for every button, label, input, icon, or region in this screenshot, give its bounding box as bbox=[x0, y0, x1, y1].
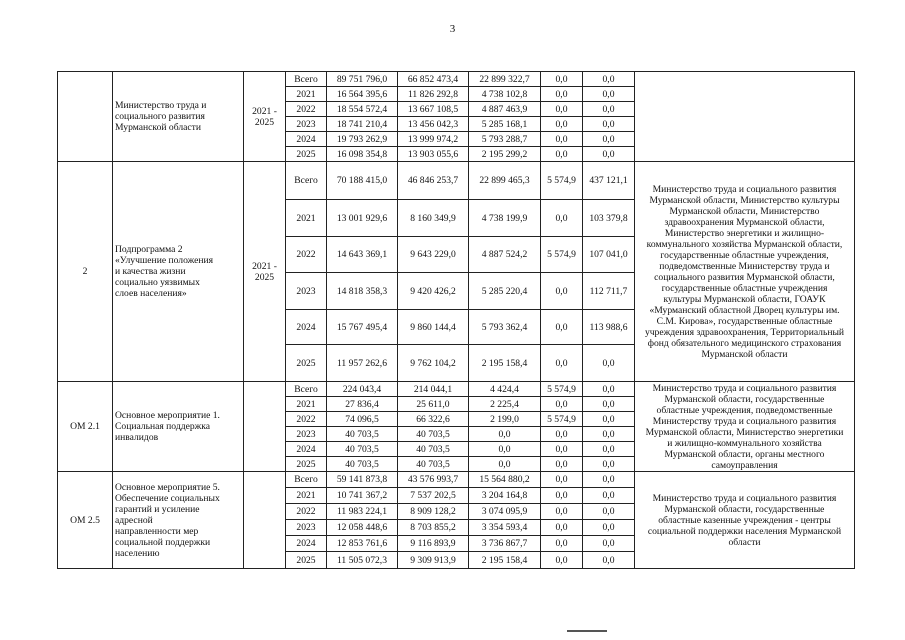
year-cell: 2022 bbox=[286, 504, 327, 520]
executor-line: самоуправления bbox=[711, 459, 778, 471]
row-name-line: инвалидов bbox=[115, 432, 159, 443]
other-sources-cell: 0,0 bbox=[583, 488, 635, 504]
federal-budget-cell: 5 793 288,7 bbox=[469, 132, 541, 147]
local-budget-cell: 0,0 bbox=[541, 552, 583, 569]
executor-line: Мурманской области, органы местного bbox=[664, 448, 825, 460]
federal-budget-cell: 0,0 bbox=[469, 427, 541, 442]
row-period-line: 2021 - bbox=[252, 260, 277, 272]
year-cell: 2023 bbox=[286, 520, 327, 536]
row-period bbox=[244, 162, 286, 382]
federal-budget-cell: 5 793 362,4 bbox=[469, 310, 541, 345]
regional-budget-cell: 40 703,5 bbox=[398, 442, 469, 457]
row-number: ОМ 2.5 bbox=[58, 472, 113, 569]
total-cell: 74 096,5 bbox=[327, 412, 398, 427]
year-cell: 2021 bbox=[286, 488, 327, 504]
local-budget-cell: 0,0 bbox=[541, 520, 583, 536]
total-cell: 14 818 358,3 bbox=[327, 273, 398, 310]
row-period-line: 2025 bbox=[254, 116, 275, 128]
total-cell: 15 767 495,4 bbox=[327, 310, 398, 345]
other-sources-cell: 0,0 bbox=[583, 72, 635, 87]
table-row bbox=[58, 472, 855, 488]
row-name-line: направленности мер bbox=[115, 525, 199, 537]
regional-budget-cell: 7 537 202,5 bbox=[398, 488, 469, 504]
other-sources-cell: 0,0 bbox=[583, 397, 635, 412]
other-sources-cell: 113 988,6 bbox=[583, 310, 635, 345]
row-name-line: социального развития bbox=[115, 111, 205, 122]
row-name-line: Социальная поддержка bbox=[115, 421, 211, 432]
executor-line: подведомственные Министерству труда и bbox=[659, 260, 830, 272]
total-cell: 10 741 367,2 bbox=[327, 488, 398, 504]
total-cell: 18 554 572,4 bbox=[327, 102, 398, 117]
local-budget-cell: 0,0 bbox=[541, 72, 583, 87]
local-budget-cell: 5 574,9 bbox=[541, 412, 583, 427]
year-cell: 2021 bbox=[286, 87, 327, 102]
year-cell: 2021 bbox=[286, 397, 327, 412]
year-cell: Всего bbox=[286, 72, 327, 87]
regional-budget-cell: 8 909 128,2 bbox=[398, 504, 469, 520]
year-cell: Всего bbox=[286, 472, 327, 488]
executor-cell bbox=[635, 72, 855, 162]
other-sources-cell: 0,0 bbox=[583, 442, 635, 457]
executor-line: области bbox=[728, 536, 761, 548]
total-cell: 12 058 448,6 bbox=[327, 520, 398, 536]
total-cell: 19 793 262,9 bbox=[327, 132, 398, 147]
year-cell: 2024 bbox=[286, 310, 327, 345]
executor-line: учреждения здравоохранения, Территориальный bbox=[644, 326, 845, 338]
other-sources-cell: 0,0 bbox=[583, 536, 635, 552]
other-sources-cell: 0,0 bbox=[583, 147, 635, 162]
executor-line: «Мурманский областной Дворец культуры им. bbox=[649, 304, 840, 316]
executor-cell bbox=[635, 472, 855, 569]
total-cell: 11 957 262,6 bbox=[327, 345, 398, 382]
federal-budget-cell: 2 195 299,2 bbox=[469, 147, 541, 162]
local-budget-cell: 0,0 bbox=[541, 504, 583, 520]
year-cell: 2024 bbox=[286, 536, 327, 552]
federal-budget-cell: 4 738 102,8 bbox=[469, 87, 541, 102]
local-budget-cell: 0,0 bbox=[541, 427, 583, 442]
other-sources-cell: 107 041,0 bbox=[583, 237, 635, 273]
local-budget-cell: 0,0 bbox=[541, 442, 583, 457]
row-name bbox=[113, 472, 244, 569]
other-sources-cell: 0,0 bbox=[583, 345, 635, 382]
total-cell: 224 043,4 bbox=[327, 382, 398, 397]
row-name-line: Подпрограмма 2 bbox=[115, 244, 183, 255]
local-budget-cell: 5 574,9 bbox=[541, 237, 583, 273]
total-cell: 12 853 761,6 bbox=[327, 536, 398, 552]
local-budget-cell: 0,0 bbox=[541, 488, 583, 504]
executor-line: Мурманской области, государственные bbox=[664, 393, 825, 405]
row-name-line: социальной поддержки bbox=[115, 536, 211, 548]
federal-budget-cell: 4 424,4 bbox=[469, 382, 541, 397]
federal-budget-cell: 2 225,4 bbox=[469, 397, 541, 412]
row-number: ОМ 2.1 bbox=[58, 382, 113, 472]
row-name-line: Обеспечение социальных bbox=[115, 492, 220, 504]
total-cell: 27 836,4 bbox=[327, 397, 398, 412]
row-name bbox=[113, 382, 244, 472]
row-name-line: и качества жизни bbox=[115, 266, 186, 277]
regional-budget-cell: 46 846 253,7 bbox=[398, 162, 469, 200]
total-cell: 40 703,5 bbox=[327, 427, 398, 442]
federal-budget-cell: 2 195 158,4 bbox=[469, 345, 541, 382]
regional-budget-cell: 40 703,5 bbox=[398, 427, 469, 442]
total-cell: 89 751 796,0 bbox=[327, 72, 398, 87]
year-cell: 2023 bbox=[286, 427, 327, 442]
year-cell: 2022 bbox=[286, 102, 327, 117]
executor-line: коммунального хозяйства Мурманской области, bbox=[646, 238, 843, 250]
row-name-line: Министерство труда и bbox=[115, 100, 207, 111]
regional-budget-cell: 9 420 426,2 bbox=[398, 273, 469, 310]
total-cell: 70 188 415,0 bbox=[327, 162, 398, 200]
federal-budget-cell: 2 199,0 bbox=[469, 412, 541, 427]
row-name-line: «Улучшение положения bbox=[115, 255, 214, 266]
other-sources-cell: 0,0 bbox=[583, 117, 635, 132]
row-number: 2 bbox=[58, 162, 113, 382]
regional-budget-cell: 40 703,5 bbox=[398, 457, 469, 472]
federal-budget-cell: 0,0 bbox=[469, 442, 541, 457]
regional-budget-cell: 66 322,6 bbox=[398, 412, 469, 427]
executor-cell bbox=[635, 162, 855, 382]
local-budget-cell: 0,0 bbox=[541, 457, 583, 472]
row-name-line: социально уязвимых bbox=[115, 277, 200, 288]
regional-budget-cell: 66 852 473,4 bbox=[398, 72, 469, 87]
local-budget-cell: 0,0 bbox=[541, 200, 583, 237]
federal-budget-cell: 5 285 168,1 bbox=[469, 117, 541, 132]
executor-line: областные казенные учреждения - центры bbox=[658, 514, 831, 526]
row-period bbox=[244, 472, 286, 569]
other-sources-cell: 0,0 bbox=[583, 457, 635, 472]
total-cell: 16 564 395,6 bbox=[327, 87, 398, 102]
year-cell: 2025 bbox=[286, 457, 327, 472]
other-sources-cell: 0,0 bbox=[583, 87, 635, 102]
row-period-line: 2021 - bbox=[252, 105, 277, 117]
local-budget-cell: 0,0 bbox=[541, 117, 583, 132]
regional-budget-cell: 8 160 349,9 bbox=[398, 200, 469, 237]
regional-budget-cell: 9 116 893,9 bbox=[398, 536, 469, 552]
local-budget-cell: 5 574,9 bbox=[541, 162, 583, 200]
row-name-line: Мурманской области bbox=[115, 122, 201, 133]
regional-budget-cell: 13 667 108,5 bbox=[398, 102, 469, 117]
year-cell: 2024 bbox=[286, 442, 327, 457]
row-name-line: гарантий и усиление bbox=[115, 503, 200, 515]
table-row bbox=[58, 162, 855, 200]
other-sources-cell: 0,0 bbox=[583, 520, 635, 536]
federal-budget-cell: 2 195 158,4 bbox=[469, 552, 541, 569]
page-number: 3 bbox=[449, 23, 456, 35]
row-name-line: населению bbox=[115, 547, 160, 559]
federal-budget-cell: 3 736 867,7 bbox=[469, 536, 541, 552]
local-budget-cell: 0,0 bbox=[541, 397, 583, 412]
regional-budget-cell: 9 860 144,4 bbox=[398, 310, 469, 345]
other-sources-cell: 103 379,8 bbox=[583, 200, 635, 237]
year-cell: 2022 bbox=[286, 412, 327, 427]
row-name-line: слоев населения» bbox=[115, 288, 187, 299]
regional-budget-cell: 25 611,0 bbox=[398, 397, 469, 412]
local-budget-cell: 0,0 bbox=[541, 102, 583, 117]
federal-budget-cell: 22 899 322,7 bbox=[469, 72, 541, 87]
regional-budget-cell: 8 703 855,2 bbox=[398, 520, 469, 536]
executor-line: областные учреждения, подведомственные bbox=[656, 404, 833, 416]
executor-line: социальной поддержки населения Мурманской bbox=[647, 525, 842, 537]
federal-budget-cell: 4 887 463,9 bbox=[469, 102, 541, 117]
year-cell: Всего bbox=[286, 162, 327, 200]
executor-line: Мурманской области, Министерство культуры bbox=[649, 194, 840, 206]
year-cell: 2025 bbox=[286, 147, 327, 162]
federal-budget-cell: 4 738 199,9 bbox=[469, 200, 541, 237]
row-name-line: Основное мероприятие 5. bbox=[115, 481, 220, 493]
executor-line: Министерство труда и социального развития bbox=[652, 183, 837, 195]
regional-budget-cell: 13 456 042,3 bbox=[398, 117, 469, 132]
table-row bbox=[58, 72, 855, 87]
executor-line: Мурманской области, Министерство bbox=[669, 205, 820, 217]
local-budget-cell: 0,0 bbox=[541, 536, 583, 552]
year-cell: Всего bbox=[286, 382, 327, 397]
other-sources-cell: 112 711,7 bbox=[583, 273, 635, 310]
regional-budget-cell: 43 576 993,7 bbox=[398, 472, 469, 488]
row-period-line: 2025 bbox=[254, 271, 275, 283]
other-sources-cell: 0,0 bbox=[583, 382, 635, 397]
total-cell: 59 141 873,8 bbox=[327, 472, 398, 488]
executor-line: фонд обязательного медицинского страхования bbox=[647, 337, 842, 349]
total-cell: 40 703,5 bbox=[327, 457, 398, 472]
executor-line: Мурманской области bbox=[701, 348, 788, 360]
executor-line: С.М. Кирова», государственные областные bbox=[656, 315, 833, 327]
other-sources-cell: 0,0 bbox=[583, 504, 635, 520]
executor-line: государственные областные учреждения, bbox=[660, 249, 829, 261]
total-cell: 11 983 224,1 bbox=[327, 504, 398, 520]
year-cell: 2022 bbox=[286, 237, 327, 273]
other-sources-cell: 0,0 bbox=[583, 472, 635, 488]
executor-line: социального развития Мурманской области, bbox=[654, 271, 835, 283]
federal-budget-cell: 3 204 164,8 bbox=[469, 488, 541, 504]
table-row bbox=[58, 382, 855, 397]
federal-budget-cell: 3 074 095,9 bbox=[469, 504, 541, 520]
total-cell: 40 703,5 bbox=[327, 442, 398, 457]
regional-budget-cell: 214 044,1 bbox=[398, 382, 469, 397]
federal-budget-cell: 15 564 880,2 bbox=[469, 472, 541, 488]
local-budget-cell: 0,0 bbox=[541, 87, 583, 102]
regional-budget-cell: 9 762 104,2 bbox=[398, 345, 469, 382]
total-cell: 18 741 210,4 bbox=[327, 117, 398, 132]
executor-line: Министерство труда и социального развития bbox=[652, 382, 837, 394]
year-cell: 2025 bbox=[286, 345, 327, 382]
other-sources-cell: 0,0 bbox=[583, 427, 635, 442]
other-sources-cell: 0,0 bbox=[583, 552, 635, 569]
row-period bbox=[244, 72, 286, 162]
executor-line: Мурманской области, государственные bbox=[664, 503, 825, 515]
executor-line: здравоохранения Мурманской области, bbox=[664, 216, 825, 228]
row-name bbox=[113, 72, 244, 162]
other-sources-cell: 0,0 bbox=[583, 132, 635, 147]
executor-line: и жилищно-коммунального хозяйства bbox=[667, 437, 822, 449]
year-cell: 2025 bbox=[286, 552, 327, 569]
federal-budget-cell: 4 887 524,2 bbox=[469, 237, 541, 273]
executor-line: Министерство энергетики и жилищно- bbox=[664, 227, 825, 239]
local-budget-cell: 5 574,9 bbox=[541, 382, 583, 397]
federal-budget-cell: 22 899 465,3 bbox=[469, 162, 541, 200]
footer-mark bbox=[567, 630, 607, 632]
year-cell: 2023 bbox=[286, 273, 327, 310]
row-name-line: Основное мероприятие 1. bbox=[115, 410, 220, 421]
federal-budget-cell: 0,0 bbox=[469, 457, 541, 472]
executor-cell bbox=[635, 382, 855, 472]
executor-line: Министерству труда и социального развития bbox=[652, 415, 837, 427]
other-sources-cell: 0,0 bbox=[583, 102, 635, 117]
executor-line: культуры Мурманской области, ГОАУК bbox=[663, 293, 826, 305]
regional-budget-cell: 13 999 974,2 bbox=[398, 132, 469, 147]
year-cell: 2023 bbox=[286, 117, 327, 132]
regional-budget-cell: 9 309 913,9 bbox=[398, 552, 469, 569]
row-period bbox=[244, 382, 286, 472]
regional-budget-cell: 9 643 229,0 bbox=[398, 237, 469, 273]
local-budget-cell: 0,0 bbox=[541, 132, 583, 147]
total-cell: 13 001 929,6 bbox=[327, 200, 398, 237]
other-sources-cell: 0,0 bbox=[583, 412, 635, 427]
year-cell: 2024 bbox=[286, 132, 327, 147]
total-cell: 14 643 369,1 bbox=[327, 237, 398, 273]
federal-budget-cell: 5 285 220,4 bbox=[469, 273, 541, 310]
local-budget-cell: 0,0 bbox=[541, 472, 583, 488]
local-budget-cell: 0,0 bbox=[541, 345, 583, 382]
federal-budget-cell: 3 354 593,4 bbox=[469, 520, 541, 536]
year-cell: 2021 bbox=[286, 200, 327, 237]
other-sources-cell: 437 121,1 bbox=[583, 162, 635, 200]
executor-line: Министерство труда и социального развития bbox=[652, 492, 837, 504]
row-name bbox=[113, 162, 244, 382]
row-number bbox=[58, 72, 113, 162]
regional-budget-cell: 11 826 292,8 bbox=[398, 87, 469, 102]
local-budget-cell: 0,0 bbox=[541, 310, 583, 345]
regional-budget-cell: 13 903 055,6 bbox=[398, 147, 469, 162]
local-budget-cell: 0,0 bbox=[541, 273, 583, 310]
executor-line: Мурманской области, Министерство энергетики bbox=[645, 426, 844, 438]
row-name-line: адресной bbox=[115, 514, 153, 526]
total-cell: 11 505 072,3 bbox=[327, 552, 398, 569]
total-cell: 16 098 354,8 bbox=[327, 147, 398, 162]
program-table bbox=[57, 71, 855, 569]
local-budget-cell: 0,0 bbox=[541, 147, 583, 162]
executor-line: государственные областные учреждения bbox=[661, 282, 828, 294]
